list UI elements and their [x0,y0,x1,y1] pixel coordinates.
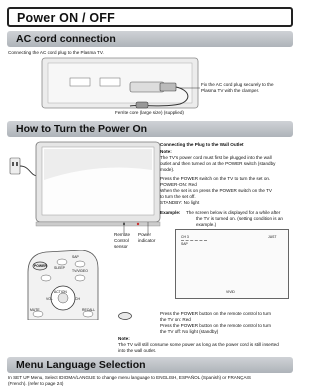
power-switch-line-2: POWER-ON: Red [160,182,197,187]
remote-action-button[interactable]: ACTION [54,290,67,294]
page-title-box [7,7,293,27]
remote-sensor-label-1: Remote [114,232,131,237]
remote-ch-button[interactable]: CH [75,297,80,301]
remote-power-line-2: the TV on: Red [160,317,191,322]
power-indicator-label-2: indicator [138,238,156,243]
remote-power-line-3: Press the POWER button on the remote control to turn [160,323,272,328]
menu-language-line-2: (French). (refer to page 24) [8,381,64,386]
note-line-2: outlet and then turned on at the POWER switch (standby [160,161,276,166]
ferrite-core-label: Ferrite core (large size) (supplied) [115,110,184,115]
clamp-note-line-1: Fix the AC cord plug securely to the [201,82,274,87]
menu-language-heading-band [7,357,293,373]
remote-power-line-4: the TV off: No light (standby) [160,329,219,334]
menu-language-line-1: In SET UP Menu, Select IDIOMA/LANGUE to change menu language to ENGLISH, ESPAÑOL (Spanish) or FRANÇAIS [8,375,251,380]
turn-on-section-heading-band [7,121,293,137]
wall-outlet-heading: Connecting the Plug to the Wall Outlet [160,142,244,147]
remote-mute-button[interactable]: MUTE [30,308,40,312]
ac-intro: Connecting the AC cord plug to the Plasma TV. [8,50,104,55]
note-line-1: The TV's power cord must first be plugged into the wall [160,155,272,160]
example-line-3: example.) [196,222,217,227]
note2-line-2: into the wall outlet. [118,348,157,353]
clamp-pointer-line [180,85,200,91]
screen-channel: CH 3 [181,235,189,239]
remote-sap-button[interactable]: SAP [72,255,79,259]
remote-power-line-1: Press the POWER button on the remote control to turn [160,311,272,316]
remote-recall-button[interactable]: RECALL [82,308,96,312]
example-screen [175,229,289,299]
screen-vivid: VIVID [226,290,235,294]
remote-vol-button[interactable]: VOL [46,297,53,301]
example-line-2: the TV is turned on. (setting condition is an [196,216,283,221]
plasma-tv-illustration [8,140,163,230]
turn-on-section-heading: How to Turn the Power On [16,123,148,135]
clamp-note-line-2: Plasma TV with the clamper. [201,88,260,93]
ac-section-heading-band [7,31,293,47]
remote-control [24,250,99,320]
page-title: Power ON / OFF [17,11,115,25]
menu-language-heading: Menu Language Selection [16,359,146,371]
power-switch-line-4: to turn the set off. [160,194,196,199]
power-indicator-label-1: Power [138,232,152,237]
remote-power-button[interactable]: POWER [34,264,47,268]
power-button-icon [118,312,132,320]
remote-sensor-label-2: Control [114,238,129,243]
power-switch-line-3: When the set is on press the POWER switch on the TV [160,188,272,193]
note2-line-1: The TV will still consume some power as long as the power cord is still inserted [118,342,279,347]
power-switch-line-5: STANDBY: No light [160,200,200,205]
remote-tv-video-button[interactable]: TV/VIDEO [72,269,88,273]
note-label: Note: [160,149,172,154]
example-line-1: The screen below is displayed for a while after [186,210,281,215]
remote-sensor-label-3: sensor [114,244,128,249]
remote-sleep-button[interactable]: SLEEP [54,266,65,270]
ac-section-heading: AC cord connection [16,33,116,45]
ac-cord-illustration [40,56,200,112]
note2-label: Note: [118,336,130,341]
note-line-3: mode). [160,167,175,172]
screen-sap: SAP [181,242,188,246]
power-switch-line-1: Press the POWER switch on the TV to turn the set on. [160,176,271,181]
screen-mode: JUST [268,235,277,239]
screen-divider [181,240,207,241]
example-label: Example: [160,210,181,215]
